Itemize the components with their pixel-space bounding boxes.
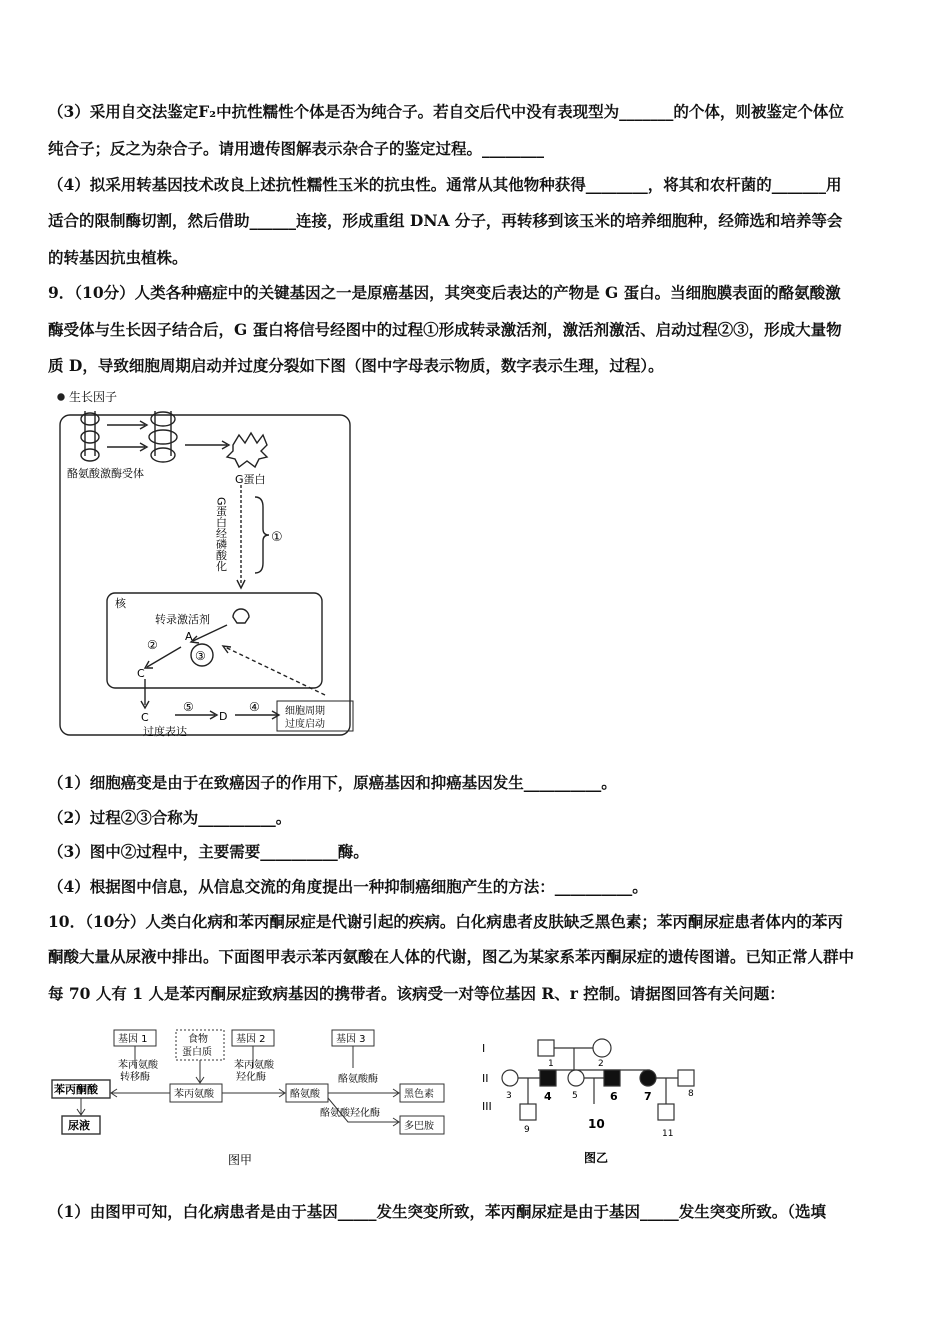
text-line: 酮酸大量从尿液中排出。下面图甲表示苯丙氨酸在人体的代谢，图乙为某家系苯丙酮尿症的遗传图谱。已知正常人群中 [48, 947, 855, 966]
individual-number: 5 [572, 1091, 578, 1101]
text-line: 纯合子；反之为杂合子。请用遗传图解表示杂合子的鉴定过程。________ [48, 139, 545, 158]
individual-number: 4 [544, 1090, 552, 1103]
text-line: 适合的限制酶切割，然后借助______连接，形成重组 DNA 分子，再转移到该玉米的培养细胞种，经筛选和培养等会 [48, 211, 843, 230]
figure-a-caption: 图甲 [228, 1153, 253, 1167]
tyrosine-label: 酪氨酸 [290, 1089, 320, 1100]
individual-8 [678, 1070, 694, 1086]
activator-icon [233, 609, 249, 623]
individual-7 [640, 1070, 656, 1086]
individual-5 [568, 1070, 584, 1086]
step-2-label: ② [147, 638, 158, 652]
figure-b-caption: 图乙 [584, 1151, 609, 1165]
text-line: 质 D，导致细胞周期启动并过度分裂如下图（图中字母表示物质，数字表示生理，过程）。 [48, 356, 664, 375]
receptor-label: 酪氨酸激酶受体 [67, 467, 144, 480]
food-label: 蛋白质 [182, 1047, 212, 1058]
step-5-label: ⑤ [183, 700, 194, 714]
individual-number: 1 [548, 1059, 554, 1069]
individual-number: 2 [598, 1059, 604, 1069]
individual-11 [658, 1104, 674, 1120]
step-1-label: ① [271, 530, 283, 545]
growth-factor-icon [58, 394, 64, 400]
transferase-label: 转移酶 [120, 1072, 150, 1083]
tyrosinase-label: 酪氨酸酶 [338, 1074, 378, 1085]
individual-number: 3 [506, 1091, 512, 1101]
text-line: 的转基因抗虫植株。 [48, 248, 188, 267]
phenylpyruvate-label: 苯丙酮酸 [54, 1083, 98, 1096]
individual-number: 10 [588, 1117, 605, 1131]
individual-number: 8 [688, 1089, 694, 1099]
hydroxylase-label: 苯丙氨酸 [234, 1060, 274, 1071]
individual-9 [520, 1104, 536, 1120]
text-line: 10．（10分）人类白化病和苯丙酮尿症是代谢引起的疾病。白化病患者皮肤缺乏黑色素；苯丙酮尿症患者体内的苯丙 [48, 912, 843, 931]
individual-number: 9 [524, 1125, 530, 1135]
pedigree-figure [476, 1030, 706, 1175]
gene-1-label: 基因 1 [118, 1034, 148, 1045]
nucleus-label: 核 [115, 597, 126, 610]
gene-2-label: 基因 2 [236, 1034, 266, 1045]
receptor-dimer-icon [149, 411, 177, 462]
individual-number: 11 [662, 1129, 674, 1139]
individual-2 [593, 1039, 611, 1057]
receptor-icon [81, 411, 99, 461]
cell-cycle-label: 过度启动 [285, 719, 325, 730]
signal-pathway-figure [45, 385, 380, 753]
generation-label: I [482, 1042, 486, 1055]
text-line: （1）由图甲可知，白化病患者是由于基因_____发生突变所致，苯丙酮尿症是由于基因_____发生突变所致。（选填 [48, 1202, 827, 1221]
individual-number: 7 [644, 1090, 652, 1103]
generation-label: II [482, 1072, 489, 1085]
g-protein-icon [227, 433, 267, 467]
g-phosphorylation-label: G蛋白经磷酸化 [214, 497, 228, 572]
growth-factor-label: 生长因子 [69, 390, 118, 404]
substance-d-label: D [219, 710, 228, 723]
g-protein-label: G蛋白 [235, 473, 266, 486]
food-label: 食物 [188, 1034, 208, 1045]
individual-3 [502, 1070, 518, 1086]
activator-label: 转录激活剂 [155, 613, 210, 626]
text-line: 每 70 人有 1 人是苯丙酮尿症致病基因的携带者。该病受一对等位基因 R、r 控制。请据图回答有关问题： [48, 984, 785, 1003]
text-line: 酶受体与生长因子结合后，G 蛋白将信号经图中的过程①形成转录激活剂，激活剂激活、启动过程②③，形成大量物 [48, 320, 842, 339]
text-line: （4）拟采用转基因技术改良上述抗性糯性玉米的抗虫性。通常从其他物种获得________，将其和农杆菌的_______用 [48, 175, 842, 194]
gene-3-label: 基因 3 [336, 1034, 366, 1045]
substance-a-label: A [185, 630, 193, 643]
text-line: 9．（10分）人类各种癌症中的关键基因之一是原癌基因，其突变后表达的产物是 G 蛋白。当细胞膜表面的酪氨酸激 [48, 283, 841, 302]
individual-6 [604, 1070, 620, 1086]
text-line: （3）采用自交法鉴定F₂中抗性糯性个体是否为纯合子。若自交后代中没有表现型为_______的个体，则被鉴定个体位 [48, 102, 844, 121]
individual-1 [538, 1040, 554, 1056]
metabolism-figure [48, 1022, 458, 1172]
cell-membrane [60, 415, 350, 735]
substance-c-label: C [137, 667, 145, 680]
phenylalanine-label: 苯丙氨酸 [174, 1089, 214, 1100]
generation-label: III [482, 1100, 492, 1113]
individual-number: 6 [610, 1090, 618, 1103]
text-line: （1）细胞癌变是由于在致癌因子的作用下，原癌基因和抑癌基因发生__________。 [48, 773, 617, 792]
transferase-label: 苯丙氨酸 [118, 1060, 158, 1071]
overexpress-label: 过度表达 [143, 725, 187, 738]
step-3-label: ③ [195, 649, 206, 663]
melanin-label: 黑色素 [404, 1089, 434, 1100]
arrow [193, 625, 227, 641]
text-line: （2）过程②③合称为__________。 [48, 808, 292, 827]
hydroxylase-label: 羟化酶 [236, 1072, 266, 1083]
text-line: （3）图中②过程中，主要需要__________酶。 [48, 842, 369, 861]
text-line: （4）根据图中信息，从信息交流的角度提出一种抑制癌细胞产生的方法：__________。 [48, 877, 648, 896]
individual-4 [540, 1070, 556, 1086]
step-4-label: ④ [249, 700, 260, 714]
dopamine-label: 多巴胺 [404, 1121, 434, 1132]
urine-label: 尿液 [68, 1119, 90, 1132]
substance-c-label: C [141, 711, 149, 724]
tyrosine-hydroxylase-label: 酪氨酸羟化酶 [320, 1108, 380, 1119]
cell-cycle-label: 细胞周期 [285, 706, 325, 717]
